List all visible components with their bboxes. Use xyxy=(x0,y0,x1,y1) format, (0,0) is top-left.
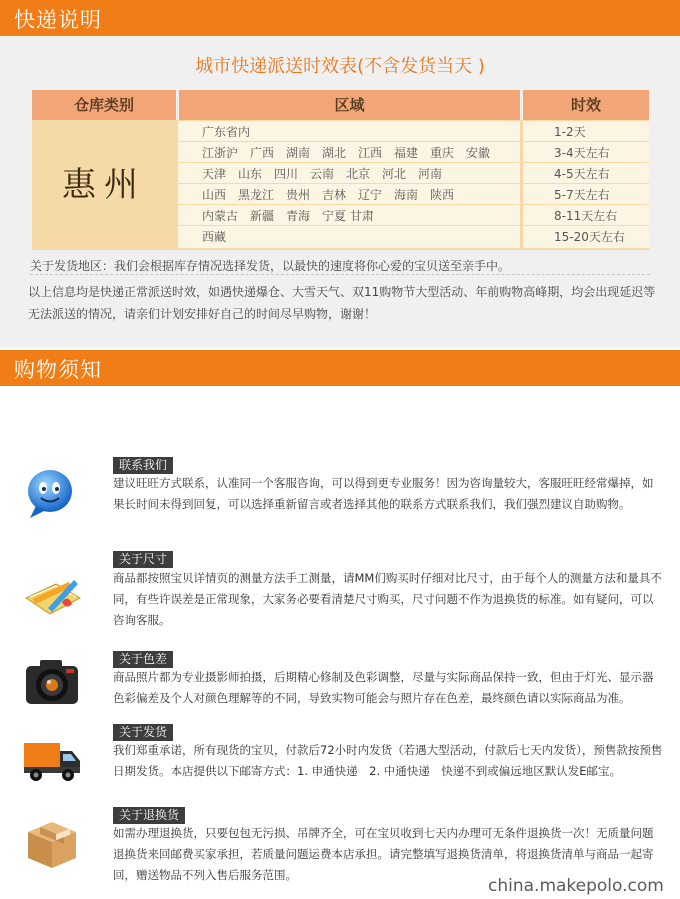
row-time: 4-5天左右 xyxy=(554,167,610,181)
notice-title: 关于色差 xyxy=(113,651,173,668)
shopping-banner xyxy=(0,350,680,386)
notice-text: 我们郑重承诺，所有现货的宝贝，付款后72小时内发货（若遇大型活动，付款后七天内发货），预售款按预售日期发货。本店提供以下邮寄方式：1. 申通快递 2. 中通快递 快递不到或偏远地区默认发E邮宝。 xyxy=(113,743,663,778)
notice-text: 商品照片都为专业摄影师拍摄，后期精心修制及色彩调整，尽量与实际商品保持一致，但由于灯光、显示器色彩偏差及个人对颜色理解等的不同，导致实物可能会与照片存在色差，最终颜色请以实际商品为准。 xyxy=(113,670,654,705)
watermark: china.makepolo.com xyxy=(488,876,664,896)
shipping-section xyxy=(0,0,680,348)
camera-icon xyxy=(22,654,82,710)
table-row xyxy=(178,226,649,248)
row-time: 8-11天左右 xyxy=(554,209,618,223)
row-region: 天津 山东 四川 云南 北京 河北 河南 xyxy=(202,167,443,181)
shipping-note-region: 关于发货地区：我们会根据库存情况选择发货，以最快的速度将你心爱的宝贝送至亲手中。 xyxy=(30,259,511,273)
row-region: 江浙沪 广西 湖南 湖北 江西 福建 重庆 安徽 xyxy=(202,146,491,160)
row-region: 山西 黑龙江 贵州 吉林 辽宁 海南 陕西 xyxy=(202,188,455,202)
shipping-note-delay: 以上信息均是快递正常派送时效，如遇快递爆仓、大雪天气、双11购物节大型活动、年前购物高峰期，均会出现延迟等无法派送的情况，请亲们计划安排好自己的时间尽早购物，谢谢！ xyxy=(28,285,656,321)
notice-title: 关于尺寸 xyxy=(113,551,173,568)
divider xyxy=(30,274,650,275)
table-row xyxy=(178,121,649,141)
notice-title: 关于退换货 xyxy=(113,807,185,824)
truck-icon xyxy=(22,731,82,787)
box-icon xyxy=(22,814,82,870)
notice-text: 商品都按照宝贝详情页的测量方法手工测量，请MM们购买时仔细对比尺寸，由于每个人的测量方法和量具不同，有些许误差是正常现象，大家务必要看清楚尺寸购买，尺寸问题不作为退换货的标准。如有疑问，可以咨询客服。 xyxy=(113,571,662,627)
table-row xyxy=(178,142,649,162)
header-warehouse: 仓库类别 xyxy=(32,90,176,120)
header-region: 区域 xyxy=(179,90,520,120)
notice-title: 关于发货 xyxy=(113,724,173,741)
shipping-banner xyxy=(0,0,680,36)
notice-text: 如需办理退换货，只要包包无污损、吊牌齐全，可在宝贝收到七天内办理可无条件退换货一次！无质量问题退换货来回邮费买家承担，若质量问题运费本店承担。请完整填写退换货清单，将退换货清单与商品一起寄回，赠送物品不列入售后服务范围。 xyxy=(113,826,654,882)
notice-title: 联系我们 xyxy=(113,457,173,474)
column-divider xyxy=(520,120,523,250)
row-region: 广东省内 xyxy=(202,125,251,139)
shipping-banner-title: 快递说明 xyxy=(14,8,102,32)
row-time: 1-2天 xyxy=(554,125,586,139)
row-time: 3-4天左右 xyxy=(554,146,610,160)
table-row xyxy=(178,163,649,183)
row-time: 15-20天左右 xyxy=(554,230,625,244)
table-title: 城市快递派送时效表(不含发货当天 ) xyxy=(195,56,485,77)
ruler-pencil-icon xyxy=(22,564,82,620)
shopping-banner-title: 购物须知 xyxy=(14,358,102,382)
header-time: 时效 xyxy=(523,90,649,120)
table-row xyxy=(178,205,649,225)
chat-bubble-icon xyxy=(22,464,82,520)
table-row xyxy=(178,184,649,204)
notice-text: 建议旺旺方式联系，认准同一个客服咨询，可以得到更专业服务！因为咨询量较大，客服旺旺经常爆掉，如果长时间未得到回复，可以选择重新留言或者选择其他的联系方式联系我们，我们强烈建议自助购物。 xyxy=(113,476,654,511)
warehouse-city: 惠州 xyxy=(32,120,176,250)
row-time: 5-7天左右 xyxy=(554,188,610,202)
row-region: 西藏 xyxy=(202,230,227,244)
row-region: 内蒙古 新疆 青海 宁夏 甘肃 xyxy=(202,209,374,223)
